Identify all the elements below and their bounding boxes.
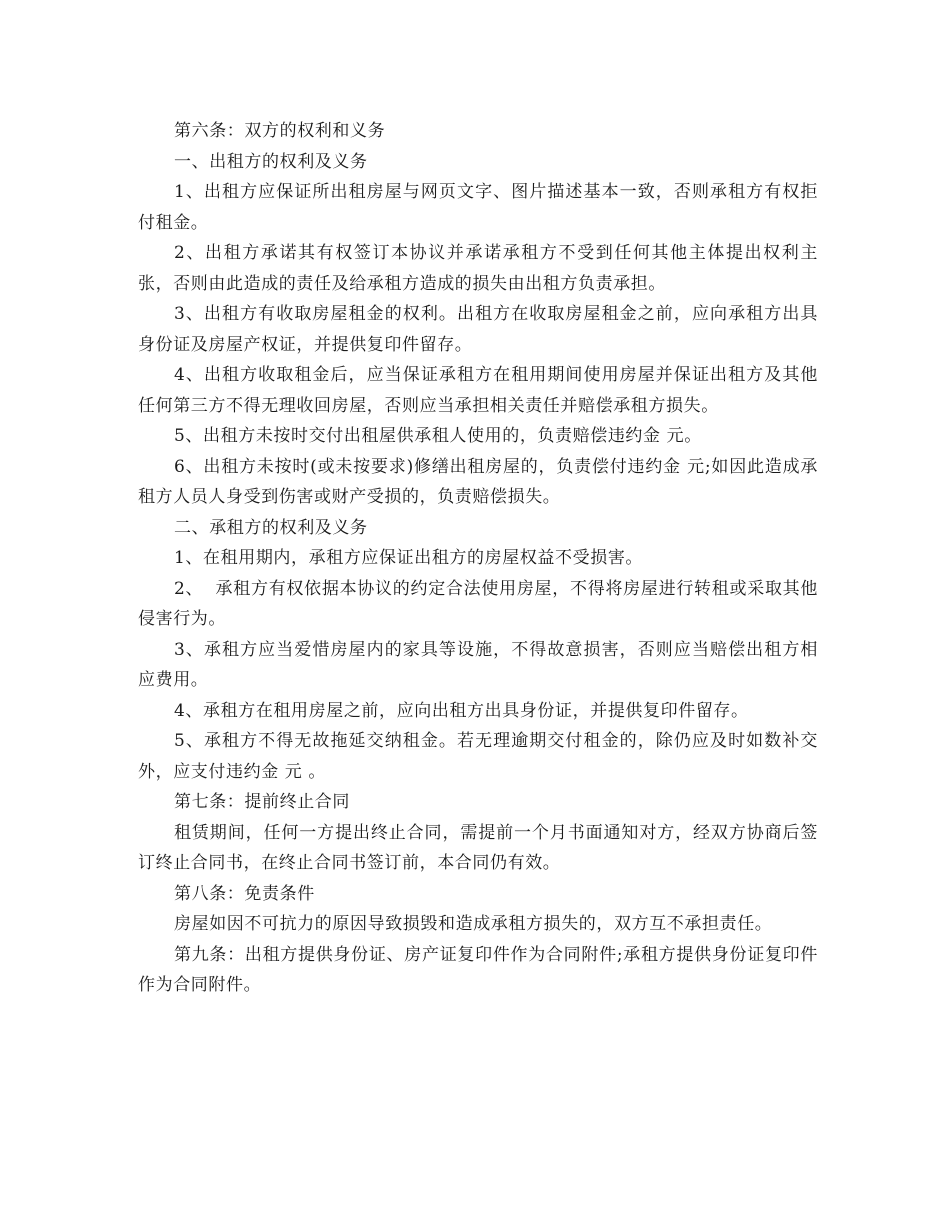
tenant-clause-1: 1、在租用期内，承租方应保证出租方的房屋权益不受损害。 <box>174 548 644 568</box>
tenant-clause-4: 4、承租方在租用房屋之前，应向出租方出具身份证，并提供复印件留存。 <box>174 700 749 721</box>
landlord-clause-1: 1、出租方应保证所出租房屋与网页文字、图片描述基本一致，否则承租方有权拒付租金。 <box>138 182 818 233</box>
section-tenant-heading: 二、承租方的权利及义务 <box>174 517 368 538</box>
document-page <box>138 116 818 1001</box>
article-9-body: 第九条：出租方提供身份证、房产证复印件作为合同附件;承租方提供身份证复印件作为合同附件。 <box>138 944 818 995</box>
article-8-heading: 第八条：免责条件 <box>174 883 315 904</box>
article-6-heading: 第六条：双方的权利和义务 <box>174 121 386 141</box>
article-8-body: 房屋如因不可抗力的原因导致损毁和造成承租方损失的，双方互不承担责任。 <box>174 914 773 934</box>
section-landlord-heading: 一、出租方的权利及义务 <box>174 151 368 172</box>
landlord-clause-5: 5、出租方未按时交付出租屋供承租人使用的，负责赔偿违约金 元。 <box>174 426 702 446</box>
tenant-clause-5: 5、承租方不得无故拖延交纳租金。若无理逾期交付租金的，除仍应及时如数补交外，应支付违约金 元 。 <box>138 731 818 782</box>
article-7-heading: 第七条：提前终止合同 <box>174 792 350 812</box>
landlord-clause-6: 6、出租方未按时(或未按要求)修缮出租房屋的，负责偿付违约金 元;如因此造成承租方人员人身受到伤害或财产受损的，负责赔偿损失。 <box>138 456 818 507</box>
landlord-clause-2: 2、出租方承诺其有权签订本协议并承诺承租方不受到任何其他主体提出权利主张，否则由此造成的责任及给承租方造成的损失由出租方负责承担。 <box>138 243 818 294</box>
tenant-clause-3: 3、承租方应当爱惜房屋内的家具等设施，不得故意损害，否则应当赔偿出租方相应费用。 <box>138 639 818 690</box>
landlord-clause-3: 3、出租方有收取房屋租金的权利。出租方在收取房屋租金之前，应向承租方出具身份证及房屋产权证，并提供复印件留存。 <box>138 304 818 355</box>
landlord-clause-4: 4、出租方收取租金后，应当保证承租方在租用期间使用房屋并保证出租方及其他任何第三方不得无理收回房屋，否则应当承担相关责任并赔偿承租方损失。 <box>138 365 818 416</box>
article-7-body: 租赁期间，任何一方提出终止合同，需提前一个月书面通知对方，经双方协商后签订终止合同书，在终止合同书签订前，本合同仍有效。 <box>138 822 818 873</box>
tenant-clause-2: 2、 承租方有权依据本协议的约定合法使用房屋，不得将房屋进行转租或采取其他侵害行为。 <box>138 578 818 629</box>
